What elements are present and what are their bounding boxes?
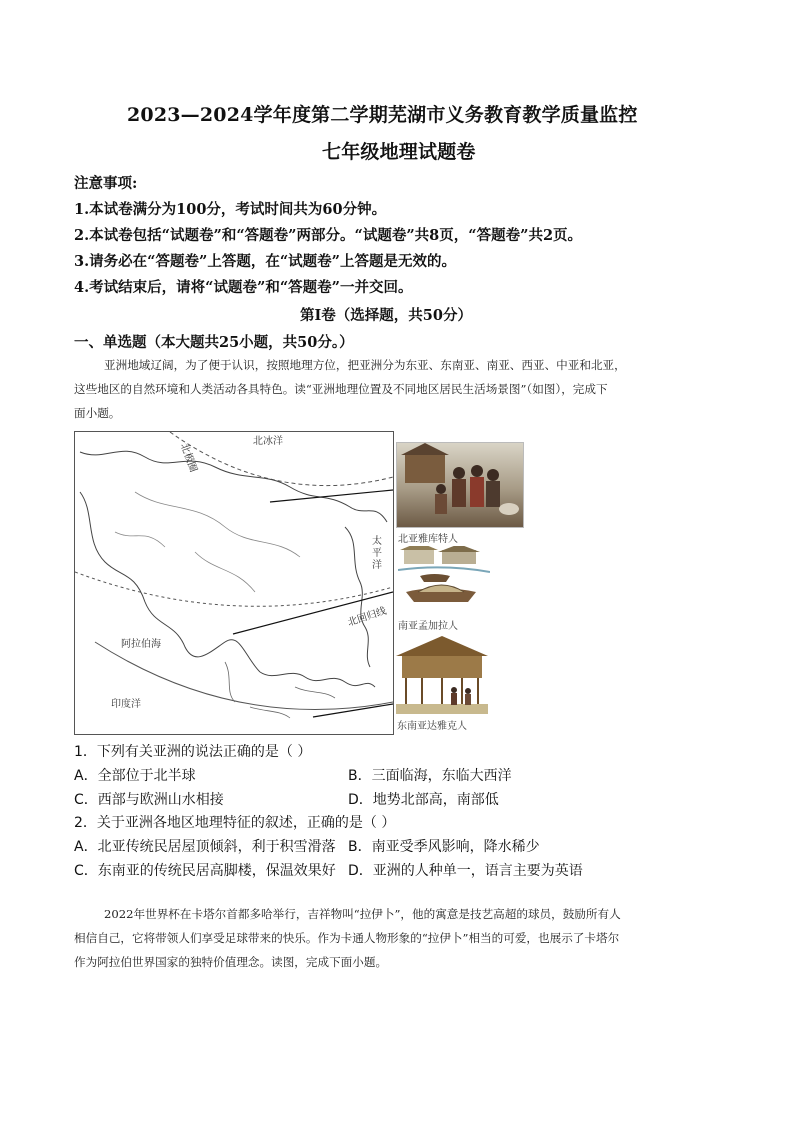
southeast-coastline xyxy=(260,672,375,687)
south-coastline xyxy=(80,492,260,672)
question-2-stem: 2．关于亚洲各地区地理特征的叙述，正确的是（ ） xyxy=(74,815,396,831)
north-asia-scene-image xyxy=(396,442,524,528)
north-asia-caption: 北亚雅库特人 xyxy=(398,534,458,545)
arctic-ocean-label: 北冰洋 xyxy=(253,436,283,447)
arctic-circle-label: 北极圈 xyxy=(177,441,199,474)
tropic-label: 北回归线 xyxy=(346,605,388,629)
callout-north xyxy=(270,490,393,502)
notice-item-1: 1.本试卷满分为100分，考试时间共为60分钟。 xyxy=(74,201,387,218)
callout-southeast xyxy=(313,704,393,717)
notice-heading: 注意事项: xyxy=(74,175,138,192)
notice-item-4: 4.考试结束后，请将“试题卷”和“答题卷”一并交回。 xyxy=(74,279,413,296)
tropic-line xyxy=(75,572,393,606)
notice-item-2: 2.本试卷包括“试题卷”和“答题卷”两部分。“试题卷”共8页，“答题卷”共2页。 xyxy=(74,227,583,244)
south-asia-scene-image xyxy=(398,546,490,612)
question-1-option-a: A．全部位于北半球 xyxy=(74,768,196,784)
north-coastline xyxy=(80,451,387,522)
passage1-line2: 这些地区的自然环境和人类活动各具特色。读“亚洲地理位置及不同地区居民生活场景图”（如图），完成下 xyxy=(74,382,608,396)
notice-item-3: 3.请务必在“答题卷”上答题，在“试题卷”上答题是无效的。 xyxy=(74,253,456,270)
passage1-line3: 面小题。 xyxy=(74,406,121,420)
question-1-option-c: C．西部与欧洲山水相接 xyxy=(74,792,224,808)
pacific-label-1: 太 xyxy=(372,536,382,547)
indian-ocean-label: 印度洋 xyxy=(111,699,141,710)
question-2-option-b: B．南亚受季风影响，降水稀少 xyxy=(348,839,540,855)
pacific-label-3: 洋 xyxy=(372,560,382,571)
volume-title: 第Ⅰ卷（选择题，共50分） xyxy=(300,307,472,324)
pacific-label-2: 平 xyxy=(372,548,382,559)
question-1-option-b: B．三面临海，东临大西洋 xyxy=(348,768,512,784)
passage2-line3: 作为阿拉伯世界国家的独特价值理念。读图，完成下面小题。 xyxy=(74,955,388,969)
question-2-option-c: C．东南亚的传统民居高脚楼，保温效果好 xyxy=(74,863,336,879)
question-2-option-d: D．亚洲的人种单一，语言主要为英语 xyxy=(348,863,583,879)
southeast-asia-scene-image xyxy=(396,634,488,714)
question-1-stem: 1．下列有关亚洲的说法正确的是（ ） xyxy=(74,744,312,760)
exam-title-line2: 七年级地理试题卷 xyxy=(322,141,476,163)
section-heading: 一、单选题（本大题共25小题，共50分。） xyxy=(74,334,354,351)
passage2-line2: 相信自己，它将带领人们享受足球带来的快乐。作为卡通人物形象的“拉伊卜”相当的可爱，也展示了卡塔尔 xyxy=(74,931,620,945)
east-coastline xyxy=(345,527,370,667)
arabian-sea-label: 阿拉伯海 xyxy=(121,639,161,650)
passage1-line1: 亚洲地域辽阔，为了便于认识，按照地理方位，把亚洲分为东亚、东南亚、南亚、西亚、中亚和北亚， xyxy=(104,358,626,372)
country-borders xyxy=(115,492,300,592)
southeast-asia-caption: 东南亚达雅克人 xyxy=(397,721,467,732)
exam-title-line1: 2023—2024学年度第二学期芜湖市义务教育教学质量监控 xyxy=(127,104,638,126)
question-2-option-a: A．北亚传统民居屋顶倾斜，利于积雪滑落 xyxy=(74,839,336,855)
asia-map xyxy=(74,431,394,735)
question-1-option-d: D．地势北部高，南部低 xyxy=(348,792,499,808)
south-asia-caption: 南亚孟加拉人 xyxy=(398,621,458,632)
passage2-line1: 2022年世界杯在卡塔尔首都多哈举行，吉祥物叫“拉伊卜”，他的寓意是技艺高超的球员，鼓励所有人 xyxy=(104,907,621,921)
asia-map-svg xyxy=(75,432,393,734)
